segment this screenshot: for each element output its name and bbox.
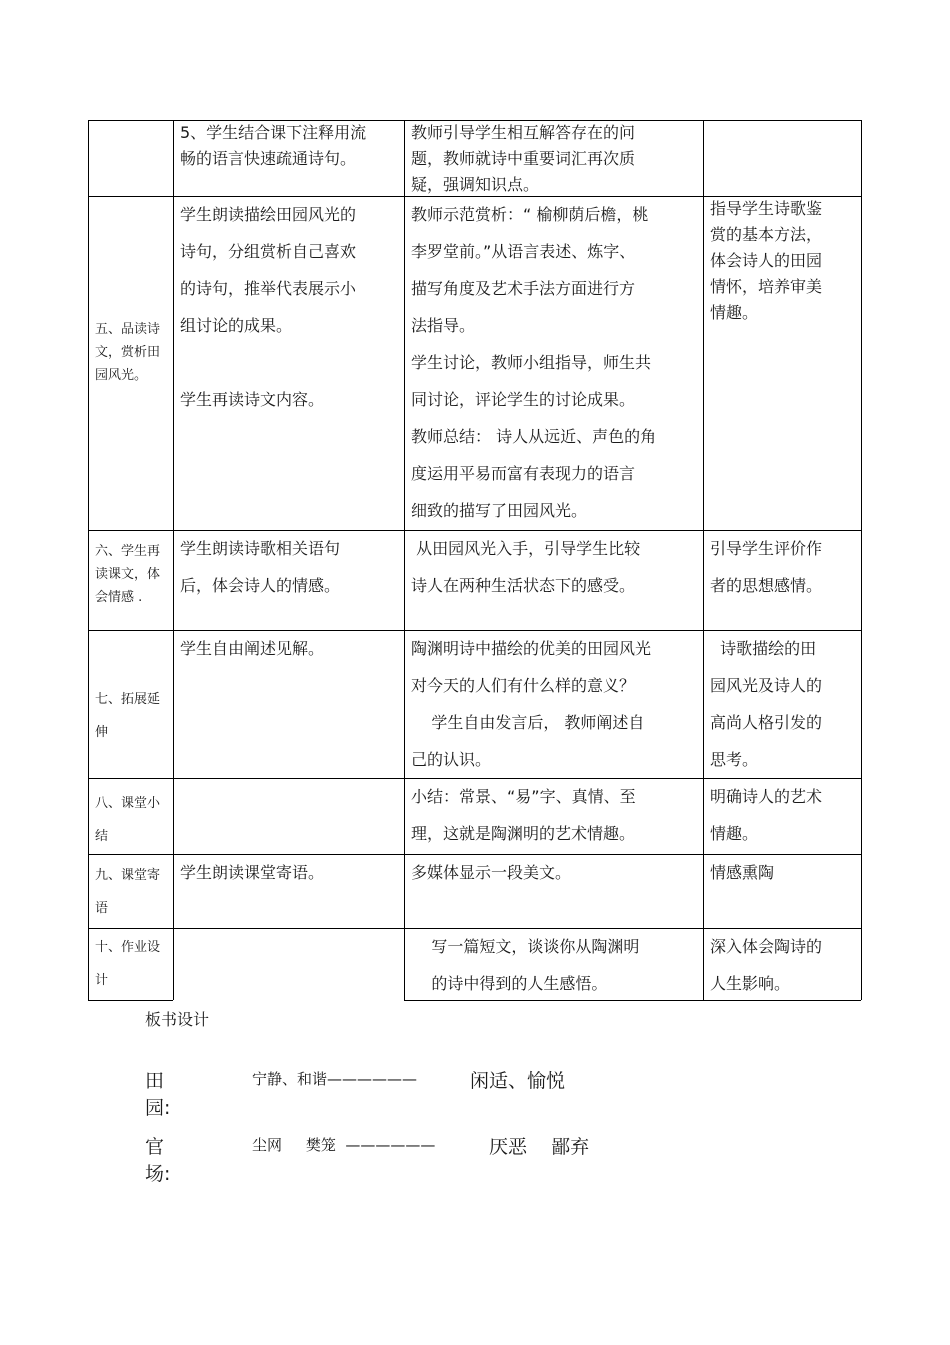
student-activity-cell xyxy=(180,778,399,852)
cell-text-line: 诗人在两种生活状态下的感受。 xyxy=(411,576,636,595)
teacher-activity-cell xyxy=(411,854,698,926)
design-intent-cell xyxy=(710,928,856,998)
cell-text-line xyxy=(180,344,399,381)
cell-text-line: 细致的描写了田园风光。 xyxy=(411,501,588,520)
cell-text-line: 描写角度及艺术手法方面进行方 xyxy=(411,279,636,298)
cell-text-line: 学生朗读描绘田园风光的 xyxy=(180,205,357,224)
cell-text-line: 5、学生结合课下注释用流 xyxy=(180,123,367,142)
board-row-right: 闲适、愉悦 xyxy=(470,1070,566,1092)
student-activity-cell xyxy=(180,854,399,926)
teacher-activity-cell xyxy=(411,120,698,194)
design-intent-cell xyxy=(710,630,856,776)
board-row-middle: 尘网 樊笼 —————— xyxy=(252,1136,436,1154)
cell-text-line: 后，体会诗人的情感。 xyxy=(180,576,341,595)
stage-label: 七、拓展延伸 xyxy=(95,692,161,740)
cell-text-line: 疑，强调知识点。 xyxy=(411,175,540,194)
cell-text-line: 的诗中得到的人生感悟。 xyxy=(411,974,608,993)
cell-text-line: 己的认识。 xyxy=(411,750,492,769)
cell-text-line: 从田园风光入手，引导学生比较 xyxy=(411,539,641,558)
cell-text-line: 写一篇短文，谈谈你从陶渊明 xyxy=(411,937,640,956)
cell-text-line: 学生朗读诗歌相关语句 xyxy=(180,539,341,558)
cell-text-line: 教师总结： 诗人从远近、声色的角 xyxy=(411,427,657,446)
board-row-middle: 宁静、和谐—————— xyxy=(252,1070,418,1088)
cell-text-line: 法指导。 xyxy=(411,316,476,335)
student-activity-cell xyxy=(180,630,399,776)
cell-text-line: 学生朗读课堂寄语。 xyxy=(180,863,325,882)
cell-text-line: 园风光及诗人的 xyxy=(710,676,823,695)
cell-text-line: 情怀，培养审美 xyxy=(710,277,823,296)
cell-text-line: 高尚人格引发的 xyxy=(710,713,823,732)
cell-text-line: 陶渊明诗中描绘的优美的田园风光 xyxy=(411,639,652,658)
board-row-label: 官场: xyxy=(145,1136,171,1185)
cell-text-line: 理，这就是陶渊明的艺术情趣。 xyxy=(411,824,636,843)
cell-text-line: 思考。 xyxy=(710,750,759,769)
cell-text-line: 学生再读诗文内容。 xyxy=(180,390,325,409)
cell-text-line: 人生影响。 xyxy=(710,974,791,993)
cell-text-line: 体会诗人的田园 xyxy=(710,251,823,270)
design-intent-cell xyxy=(710,120,856,194)
cell-text-line: 的诗句，推举代表展示小 xyxy=(180,279,357,298)
cell-text-line: 明确诗人的艺术 xyxy=(710,787,823,806)
cell-text-line: 赏的基本方法， xyxy=(710,225,823,244)
cell-text-line: 度运用平易而富有表现力的语言 xyxy=(411,464,636,483)
design-intent-cell xyxy=(710,778,856,852)
cell-text-line: 诗句，分组赏析自己喜欢 xyxy=(180,242,357,261)
design-intent-cell xyxy=(710,530,856,628)
cell-text-line: 李罗堂前。”从语言表述、炼字、 xyxy=(411,242,636,261)
cell-text-line: 学生自由阐述见解。 xyxy=(180,639,325,658)
board-design-title: 板书设计 xyxy=(145,1010,210,1029)
cell-text-line: 者的思想感情。 xyxy=(710,576,823,595)
cell-text-line: 指导学生诗歌鉴 xyxy=(710,199,823,218)
stage-label: 九、课堂寄语 xyxy=(95,868,161,916)
cell-text-line: 深入体会陶诗的 xyxy=(710,937,823,956)
stage-label: 八、课堂小结 xyxy=(95,796,161,844)
cell-text-line: 组讨论的成果。 xyxy=(180,316,293,335)
cell-text-line: 情感熏陶 xyxy=(710,863,775,882)
cell-text-line: 题，教师就诗中重要词汇再次质 xyxy=(411,149,636,168)
cell-text-line: 教师示范赏析：“ 榆柳荫后檐，桃 xyxy=(411,205,649,224)
teacher-activity-cell xyxy=(411,196,698,528)
stage-label: 五、品读诗文，赏析田园风光。 xyxy=(95,322,161,383)
board-row-label: 田园: xyxy=(145,1070,171,1119)
cell-text-line: 小结：常景、“易”字、真情、至 xyxy=(411,787,636,806)
cell-text-line: 引导学生评价作 xyxy=(710,539,823,558)
cell-text-line: 学生自由发言后， 教师阐述自 xyxy=(411,713,645,732)
cell-text-line: 情趣。 xyxy=(710,303,759,322)
board-row-right: 厌恶 鄙弃 xyxy=(489,1136,590,1158)
student-activity-cell xyxy=(180,120,399,194)
student-activity-cell xyxy=(180,530,399,628)
cell-text-line: 同讨论，评论学生的讨论成果。 xyxy=(411,390,636,409)
teacher-activity-cell xyxy=(411,778,698,852)
stage-label: 六、学生再读课文，体会情感 . xyxy=(95,544,161,605)
cell-text-line: 情趣。 xyxy=(710,824,759,843)
cell-text-line: 教师引导学生相互解答存在的问 xyxy=(411,123,636,142)
cell-text-line: 诗歌描绘的田 xyxy=(710,639,817,658)
cell-text-line: 学生讨论，教师小组指导，师生共 xyxy=(411,353,652,372)
design-intent-cell xyxy=(710,854,856,926)
teacher-activity-cell xyxy=(411,630,698,776)
cell-text-line: 多媒体显示一段美文。 xyxy=(411,863,572,882)
stage-label: 十、作业设计 xyxy=(95,940,161,988)
design-intent-cell xyxy=(710,196,856,528)
cell-text-line: 畅的语言快速疏通诗句。 xyxy=(180,149,357,168)
student-activity-cell xyxy=(180,928,399,998)
student-activity-cell xyxy=(180,196,399,528)
teacher-activity-cell xyxy=(411,530,698,628)
cell-text-line: 对今天的人们有什么样的意义？ xyxy=(411,676,636,695)
teacher-activity-cell xyxy=(411,928,698,998)
